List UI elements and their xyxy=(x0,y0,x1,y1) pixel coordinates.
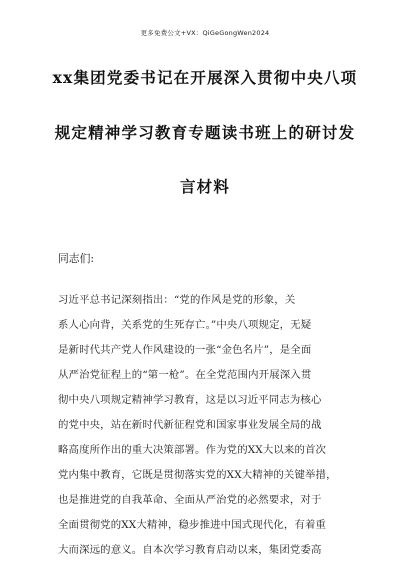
body-line: 从严治党征程上的“第一枪”。在全党范围内开展深入贯 xyxy=(58,369,312,381)
salutation: 同志们: xyxy=(58,252,95,265)
body-line: 大而深远的意义。自本次学习教育启动以来，集团党委高 xyxy=(58,544,322,556)
body-line: 全面贯彻党的XX大精神，稳步推进中国式现代化，有着重 xyxy=(58,519,327,531)
document-title-line-1: xx集团党委书记在开展深入贯彻中央八项 xyxy=(52,68,358,87)
header-note: 更多免费公文+VX：QiGeGongWen2024 xyxy=(140,29,270,37)
body-paragraph xyxy=(58,288,356,563)
body-line: 的党中央，站在新时代新征程党和国家事业发展全局的战 xyxy=(58,419,322,431)
document-title-line-2: 规定精神学习教育专题读书班上的研讨发 xyxy=(54,123,356,142)
body-line: 习近平总书记深刻指出：“党的作风是党的形象，关 xyxy=(58,294,296,306)
body-line: 略高度所作出的重大决策部署。作为党的XX大以来的首次 xyxy=(58,444,327,456)
body-line: 党内集中教育，它既是贯彻落实党的XX大精神的关键举措， xyxy=(58,469,337,481)
body-line: 是新时代共产党人作风建设的一张“金色名片”，是全面 xyxy=(58,344,312,356)
document-title-line-3: 言材料 xyxy=(179,177,231,196)
body-line: 也是推进党的自我革命、全面从严治党的必然要求，对于 xyxy=(58,494,322,506)
body-line: 系人心向背，关系党的生死存亡。”中央八项规定，无疑 xyxy=(58,319,312,331)
body-line: 彻中央八项规定精神学习教育，这是以习近平同志为核心 xyxy=(58,394,322,406)
